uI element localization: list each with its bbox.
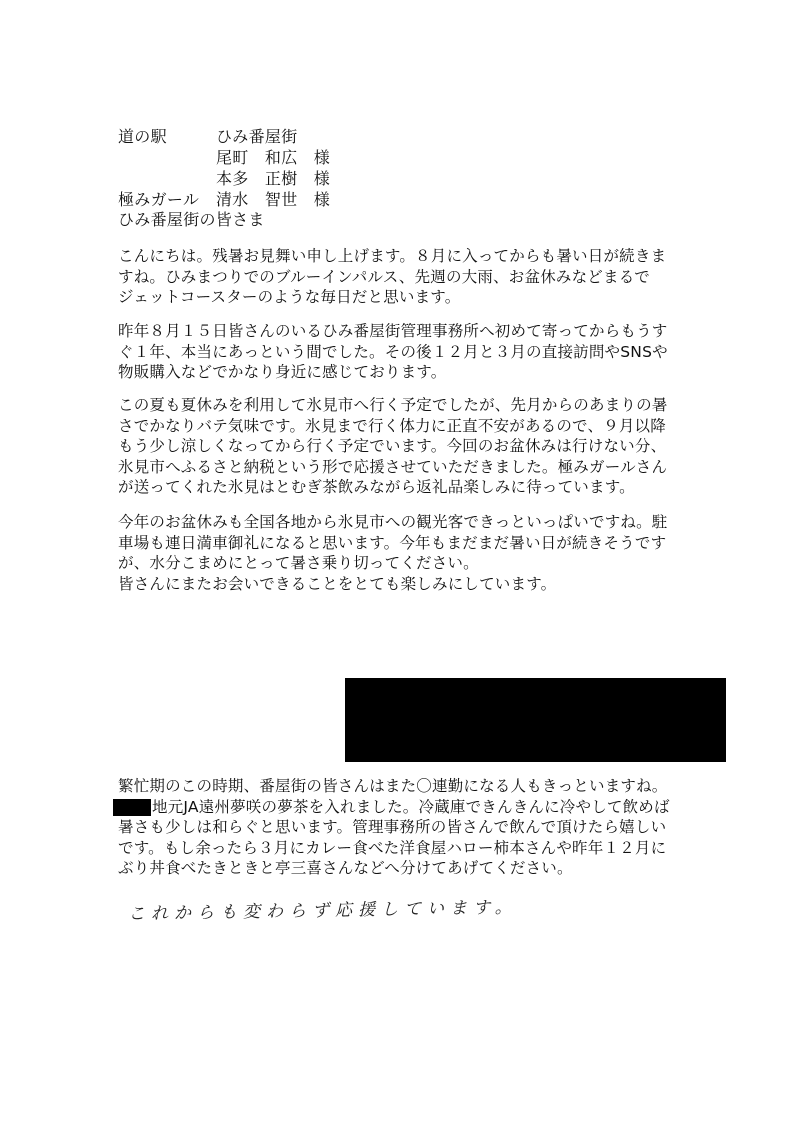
paragraph-line: 今年のお盆休みも全国各地から氷見市への観光客できっといっぱいですね。駐 [118,513,668,531]
paragraph-line: さでかなりバテ気味です。氷見まで行く体力に正直不安があるので、９月以降 [118,416,666,435]
address-line-1-label: 道の駅 [118,127,167,146]
address-line-3: 本多 正樹 様 [216,169,331,188]
paragraph-line: 昨年８月１５日皆さんのいるひみ番屋街管理事務所へ初めて寄ってからもうす [118,322,668,340]
paragraph-line: 繁忙期のこの時期、番屋街の皆さんはまた〇連勤になる人もきっといますね。 [118,777,668,795]
paragraph-summer-plans [118,395,688,498]
paragraph-line: この夏も夏休みを利用して氷見市へ行く予定でしたが、先月からのあまりの暑 [118,396,668,414]
address-line-1-name: ひみ番屋街 [216,127,298,146]
paragraph-line: もう少し涼しくなってから行く予定でいます。今回のお盆休みは行けない分、 [118,437,667,455]
paragraph-line: が送ってくれた氷見はとむぎ茶飲みながら返礼品楽しみに待っています。 [118,478,635,496]
paragraph-greeting [118,246,688,308]
paragraph-line: すね。ひみまつりでのブルーインパルス、先週の大雨、お盆休みなどまるで [118,267,650,286]
paragraph-line: ぶり丼食べたきときと亭三喜さんなどへ分けてあげてください。 [118,859,573,877]
paragraph-line: 地元JA遠州夢咲の夢茶を入れました。冷蔵庫できんきんに冷やして飲めば [152,797,670,816]
address-line-4-label: 極みガール [118,190,200,209]
address-line-5: ひみ番屋街の皆さま [118,210,265,229]
address-line-4-name: 清水 智世 様 [216,190,331,209]
paragraph-line: です。もし余ったら３月にカレー食べた洋食屋ハロー柿本さんや昨年１２月に [118,838,667,857]
paragraph-line: 暑さも少しは和らぐと思います。管理事務所の皆さんで飲んで頂けたら嬉しい [118,818,667,836]
paragraph-line: 皆さんにまたお会いできることをとても楽しみにしています。 [118,574,557,593]
redacted-inline-name [113,799,151,816]
paragraph-line: ぐ１年、本当にあっという間でした。その後１２月と３月の直接訪問やSNSや [118,342,668,361]
paragraph-visit-history [118,321,688,383]
paragraph-line: ジェットコースターのような毎日だと思います。 [118,288,461,306]
paragraph-line: こんにちは。残暑お見舞い申し上げます。８月に入ってからも暑い日が続きま [118,247,667,265]
paragraph-line: 車場も連日満車御礼になると思います。今年もまだまだ暑い日が続きそうです [118,533,667,552]
paragraph-line: 物販購入などでかなり身近に感じております。 [118,363,447,381]
redacted-signature-block [345,678,726,762]
handwritten-closing: これからも変わらず応援しています。 [127,897,518,925]
paragraph-line: 氷見市へふるさと納税という形で応援させていただきました。極みガールさん [118,457,668,476]
paragraph-gift [118,776,688,879]
paragraph-obon [118,512,688,594]
address-line-2: 尾町 和広 様 [216,148,331,167]
paragraph-line: が、水分こまめにとって暑さ乗り切ってください。 [118,554,479,572]
